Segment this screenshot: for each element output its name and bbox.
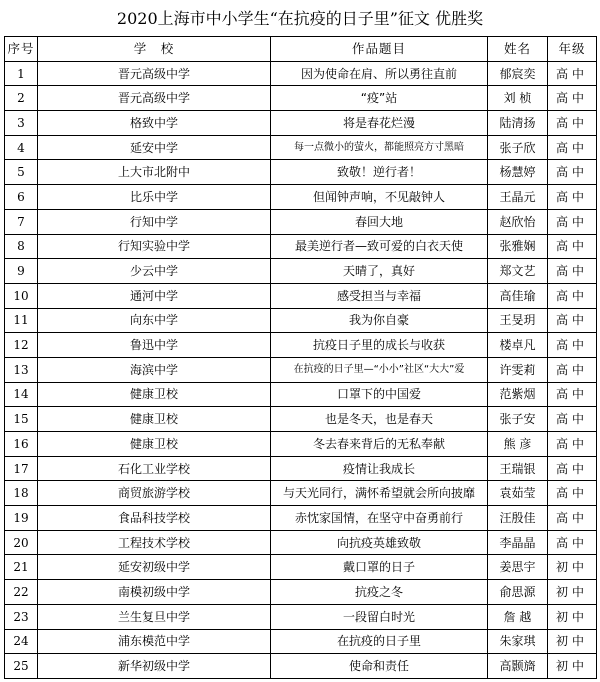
row-grade: 高中 bbox=[548, 283, 597, 308]
row-name: 许雯莉 bbox=[488, 357, 548, 382]
table-row bbox=[5, 259, 597, 284]
row-school: 浦东模范中学 bbox=[38, 629, 271, 654]
row-grade: 初中 bbox=[548, 654, 597, 679]
row-school: 新华初级中学 bbox=[38, 654, 271, 679]
row-work-title: 将是春花烂漫 bbox=[271, 111, 488, 136]
row-grade: 初中 bbox=[548, 555, 597, 580]
row-index: 20 bbox=[5, 530, 38, 555]
row-index: 3 bbox=[5, 111, 38, 136]
row-name: 王旻玥 bbox=[488, 308, 548, 333]
row-index: 8 bbox=[5, 234, 38, 259]
row-grade: 高中 bbox=[548, 407, 597, 432]
header-name: 姓名 bbox=[488, 37, 548, 62]
table-row bbox=[5, 580, 597, 605]
row-name: 范紫烟 bbox=[488, 382, 548, 407]
row-work-title: 戴口罩的日子 bbox=[271, 555, 488, 580]
row-index: 19 bbox=[5, 506, 38, 531]
row-work-title: 在抗疫的日子里—“小小”社区“大大”爱 bbox=[271, 357, 488, 382]
table-row bbox=[5, 530, 597, 555]
row-index: 17 bbox=[5, 456, 38, 481]
row-name: 王瑞银 bbox=[488, 456, 548, 481]
row-school: 延安初级中学 bbox=[38, 555, 271, 580]
row-name: 姜思宇 bbox=[488, 555, 548, 580]
row-work-title: 口罩下的中国爱 bbox=[271, 382, 488, 407]
award-table bbox=[4, 36, 597, 679]
row-grade: 高中 bbox=[548, 61, 597, 86]
row-work-title: 最美逆行者—致可爱的白衣天使 bbox=[271, 234, 488, 259]
row-grade: 高中 bbox=[548, 259, 597, 284]
row-grade: 高中 bbox=[548, 333, 597, 358]
row-work-title: 感受担当与幸福 bbox=[271, 283, 488, 308]
row-name: 张子安 bbox=[488, 407, 548, 432]
row-work-title: 每一点微小的萤火，都能照亮方寸黑暗 bbox=[271, 135, 488, 160]
row-work-title: 但闻钟声响，不见敲钟人 bbox=[271, 185, 488, 210]
row-school: 上大市北附中 bbox=[38, 160, 271, 185]
row-name: 赵欣怡 bbox=[488, 209, 548, 234]
row-index: 4 bbox=[5, 135, 38, 160]
row-work-title: 疫情让我成长 bbox=[271, 456, 488, 481]
row-school: 健康卫校 bbox=[38, 382, 271, 407]
row-grade: 高中 bbox=[548, 382, 597, 407]
row-index: 2 bbox=[5, 86, 38, 111]
row-work-title: 使命和责任 bbox=[271, 654, 488, 679]
row-school: 商贸旅游学校 bbox=[38, 481, 271, 506]
row-school: 南模初级中学 bbox=[38, 580, 271, 605]
header-work-title: 作品题目 bbox=[271, 37, 488, 62]
row-name: 杨慧婷 bbox=[488, 160, 548, 185]
row-grade: 高中 bbox=[548, 185, 597, 210]
row-index: 24 bbox=[5, 629, 38, 654]
row-index: 6 bbox=[5, 185, 38, 210]
row-school: 行知中学 bbox=[38, 209, 271, 234]
row-work-title: “疫”站 bbox=[271, 86, 488, 111]
row-index: 9 bbox=[5, 259, 38, 284]
table-row bbox=[5, 407, 597, 432]
table-row bbox=[5, 185, 597, 210]
row-index: 14 bbox=[5, 382, 38, 407]
row-grade: 高中 bbox=[548, 86, 597, 111]
row-work-title: 春回大地 bbox=[271, 209, 488, 234]
table-row bbox=[5, 61, 597, 86]
row-school: 延安中学 bbox=[38, 135, 271, 160]
row-index: 12 bbox=[5, 333, 38, 358]
table-row bbox=[5, 234, 597, 259]
row-school: 鲁迅中学 bbox=[38, 333, 271, 358]
table-row bbox=[5, 308, 597, 333]
row-grade: 初中 bbox=[548, 629, 597, 654]
row-grade: 高中 bbox=[548, 209, 597, 234]
row-name: 熊 彦 bbox=[488, 432, 548, 457]
page-title: 2020上海市中小学生“在抗疫的日子里”征文 优胜奖 bbox=[116, 9, 484, 28]
header-index: 序号 bbox=[5, 37, 38, 62]
row-name: 郑文艺 bbox=[488, 259, 548, 284]
row-name: 俞思源 bbox=[488, 580, 548, 605]
row-school: 海滨中学 bbox=[38, 357, 271, 382]
row-work-title: 因为使命在肩、所以勇往直前 bbox=[271, 61, 488, 86]
row-index: 21 bbox=[5, 555, 38, 580]
row-school: 工程技术学校 bbox=[38, 530, 271, 555]
row-grade: 初中 bbox=[548, 604, 597, 629]
row-work-title: 抗疫之冬 bbox=[271, 580, 488, 605]
row-grade: 高中 bbox=[548, 506, 597, 531]
table-row bbox=[5, 604, 597, 629]
row-name: 袁茹莹 bbox=[488, 481, 548, 506]
row-work-title: 与天光同行，满怀希望就会所向披靡 bbox=[271, 481, 488, 506]
table-row bbox=[5, 111, 597, 136]
row-grade: 高中 bbox=[548, 111, 597, 136]
row-work-title: 在抗疫的日子里 bbox=[271, 629, 488, 654]
table-row bbox=[5, 357, 597, 382]
row-grade: 高中 bbox=[548, 481, 597, 506]
row-index: 22 bbox=[5, 580, 38, 605]
table-row bbox=[5, 382, 597, 407]
row-index: 16 bbox=[5, 432, 38, 457]
row-school: 健康卫校 bbox=[38, 432, 271, 457]
row-name: 高颢旖 bbox=[488, 654, 548, 679]
row-grade: 高中 bbox=[548, 160, 597, 185]
table-row bbox=[5, 456, 597, 481]
table-row bbox=[5, 555, 597, 580]
row-school: 食品科技学校 bbox=[38, 506, 271, 531]
table-row bbox=[5, 481, 597, 506]
table-row bbox=[5, 506, 597, 531]
table-row bbox=[5, 283, 597, 308]
row-index: 13 bbox=[5, 357, 38, 382]
row-index: 23 bbox=[5, 604, 38, 629]
row-index: 7 bbox=[5, 209, 38, 234]
row-work-title: 我为你自豪 bbox=[271, 308, 488, 333]
row-name: 王晶元 bbox=[488, 185, 548, 210]
row-index: 25 bbox=[5, 654, 38, 679]
row-name: 楼卓凡 bbox=[488, 333, 548, 358]
row-name: 李晶晶 bbox=[488, 530, 548, 555]
row-work-title: 冬去春来背后的无私奉献 bbox=[271, 432, 488, 457]
row-school: 行知实验中学 bbox=[38, 234, 271, 259]
row-name: 汪殷佳 bbox=[488, 506, 548, 531]
row-index: 1 bbox=[5, 61, 38, 86]
row-index: 5 bbox=[5, 160, 38, 185]
row-name: 高佳瑜 bbox=[488, 283, 548, 308]
row-school: 向东中学 bbox=[38, 308, 271, 333]
table-row bbox=[5, 333, 597, 358]
row-work-title: 致敬！逆行者！ bbox=[271, 160, 488, 185]
row-index: 11 bbox=[5, 308, 38, 333]
row-name: 张子欣 bbox=[488, 135, 548, 160]
row-school: 通河中学 bbox=[38, 283, 271, 308]
row-school: 比乐中学 bbox=[38, 185, 271, 210]
row-name: 张雅娴 bbox=[488, 234, 548, 259]
row-index: 15 bbox=[5, 407, 38, 432]
header-grade: 年级 bbox=[548, 37, 597, 62]
row-grade: 初中 bbox=[548, 580, 597, 605]
table-body bbox=[5, 61, 597, 678]
row-school: 格致中学 bbox=[38, 111, 271, 136]
row-index: 10 bbox=[5, 283, 38, 308]
row-grade: 高中 bbox=[548, 432, 597, 457]
header-school: 学 校 bbox=[38, 37, 271, 62]
row-name: 詹 越 bbox=[488, 604, 548, 629]
table-row bbox=[5, 209, 597, 234]
row-grade: 高中 bbox=[548, 135, 597, 160]
row-work-title: 也是冬天，也是春天 bbox=[271, 407, 488, 432]
row-school: 晋元高级中学 bbox=[38, 86, 271, 111]
row-work-title: 赤忱家国情，在坚守中奋勇前行 bbox=[271, 506, 488, 531]
table-row bbox=[5, 432, 597, 457]
row-work-title: 抗疫日子里的成长与收获 bbox=[271, 333, 488, 358]
row-name: 郁宸奕 bbox=[488, 61, 548, 86]
row-work-title: 向抗疫英雄致敬 bbox=[271, 530, 488, 555]
row-school: 兰生复旦中学 bbox=[38, 604, 271, 629]
row-school: 石化工业学校 bbox=[38, 456, 271, 481]
row-index: 18 bbox=[5, 481, 38, 506]
table-header-row bbox=[5, 37, 597, 62]
row-name: 刘 桢 bbox=[488, 86, 548, 111]
row-grade: 高中 bbox=[548, 234, 597, 259]
row-grade: 高中 bbox=[548, 357, 597, 382]
row-grade: 高中 bbox=[548, 308, 597, 333]
row-name: 朱家琪 bbox=[488, 629, 548, 654]
row-school: 健康卫校 bbox=[38, 407, 271, 432]
table-row bbox=[5, 160, 597, 185]
row-school: 少云中学 bbox=[38, 259, 271, 284]
table-row bbox=[5, 135, 597, 160]
table-row bbox=[5, 629, 597, 654]
table-row bbox=[5, 86, 597, 111]
table-row bbox=[5, 654, 597, 679]
row-work-title: 一段留白时光 bbox=[271, 604, 488, 629]
row-work-title: 天晴了，真好 bbox=[271, 259, 488, 284]
row-name: 陆清扬 bbox=[488, 111, 548, 136]
row-grade: 高中 bbox=[548, 530, 597, 555]
row-school: 晋元高级中学 bbox=[38, 61, 271, 86]
row-grade: 高中 bbox=[548, 456, 597, 481]
